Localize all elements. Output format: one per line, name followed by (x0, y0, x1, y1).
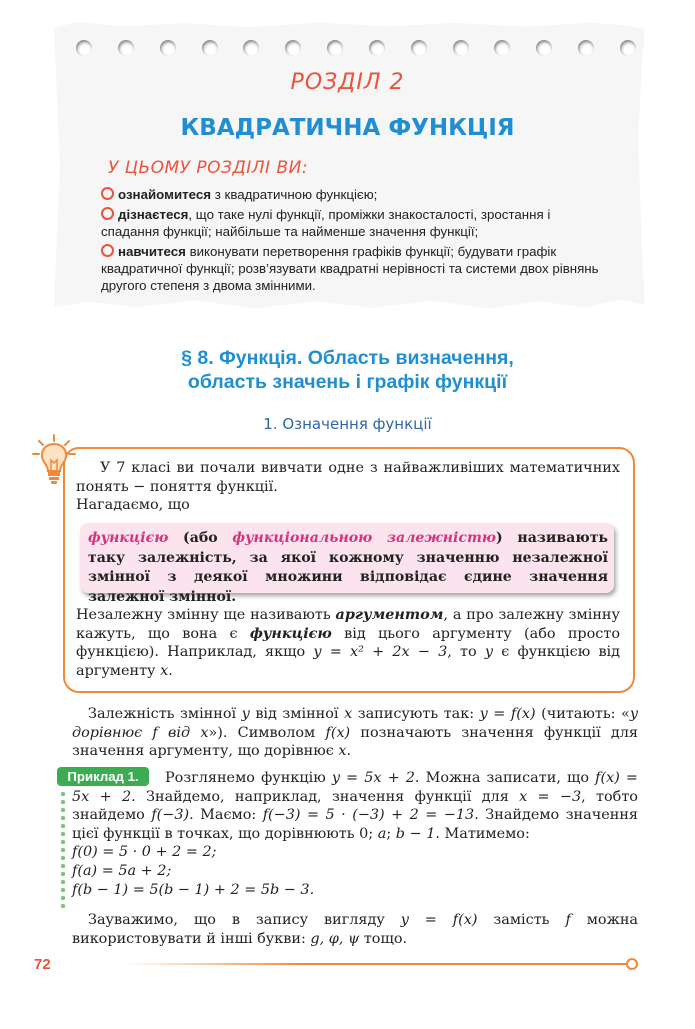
remark-paragraph (72, 911, 638, 948)
circle-bullet-icon (101, 244, 114, 257)
variable: a (377, 825, 387, 842)
formula: f(x) (325, 724, 351, 741)
text-part: від цього аргументу (або просто функцією). Наприклад, якщо (76, 625, 620, 661)
text-part: можна використовувати й інші букви: (72, 912, 638, 947)
text-part: є функцією від аргументу (76, 644, 621, 679)
variable: x (160, 662, 169, 679)
text-part: »). Символом (208, 724, 326, 741)
definition-part: ) називають таку залежність, за якої кожному значенню незалежної змінної з деякої множини відповідає єдине значення залежної змінної. (88, 530, 609, 605)
letters: g, φ, ψ (310, 930, 360, 947)
definition-term: функцією (88, 530, 169, 546)
subsection-title: 1. Означення функції (263, 415, 432, 433)
example-badge: Приклад 1. (57, 767, 149, 786)
lightbulb-icon (30, 432, 78, 488)
formula: y = 5x + 2 (331, 770, 415, 786)
formula: f(x) = 5x + 2 (72, 770, 638, 805)
formula-line (72, 881, 638, 900)
goal-text: виконувати перетворення графіків функції; будувати графік квадратичної функції; розв’язувати квадратні нерівності та системи двох рівнянь другого степеня з двома змінними. (101, 244, 599, 293)
chapter-label: РОЗДІЛ 2 (290, 70, 405, 95)
text-part: . (346, 743, 352, 760)
formula-line (72, 862, 638, 881)
formula: f(−3) = 5 · (−3) + 2 = −13 (262, 807, 475, 824)
notation-paragraph (72, 705, 638, 761)
hole (118, 40, 134, 56)
variable: y (484, 644, 493, 661)
definition-term-alt: функціональною залежністю (232, 530, 497, 546)
argument-paragraph (76, 606, 620, 680)
chapter-title: КВАДРАТИЧНА ФУНКЦІЯ (180, 115, 515, 141)
page-number: 72 (34, 956, 51, 973)
goal-item (101, 206, 601, 240)
hole (453, 40, 469, 56)
text-part: (читають: « (535, 706, 630, 722)
term-argument: аргументом (335, 606, 444, 623)
text-part: , а про залежну змінну кажуть, що вона є (76, 607, 620, 642)
text-part: ; (386, 825, 396, 842)
text-part: , то (447, 644, 485, 661)
text-part: . (168, 662, 173, 679)
definition-text (88, 529, 608, 607)
text-part: замість (477, 912, 566, 928)
circle-bullet-icon (101, 207, 114, 220)
goal-verb: дізнаєтеся (118, 207, 189, 222)
text-part: . Можна записати, що (414, 770, 596, 786)
note-holes (76, 40, 636, 56)
hole (327, 40, 343, 56)
formula: y = f(x) (479, 706, 536, 722)
variable: b − 1 (395, 825, 436, 842)
variable: f (565, 912, 571, 928)
hole (536, 40, 552, 56)
formula: f(a) = 5a + 2; (72, 862, 172, 879)
circle-bullet-icon (101, 187, 114, 200)
variable: x (344, 706, 353, 722)
reading: y дорівнює f від x (72, 706, 639, 741)
formula: y = f(x) (400, 912, 478, 928)
formula: f(0) = 5 · 0 + 2 = 2; (72, 844, 217, 861)
hole (243, 40, 259, 56)
formula: x = −3 (519, 788, 582, 805)
hole (285, 40, 301, 56)
remark-text (72, 911, 638, 948)
example-paragraph (72, 769, 638, 843)
formula-line (72, 843, 638, 862)
hole (76, 40, 92, 56)
goal-text: з квадратичною функцією; (211, 187, 378, 202)
hole (620, 40, 636, 56)
hole (494, 40, 510, 56)
intro-text (76, 459, 620, 515)
hole (578, 40, 594, 56)
hole (411, 40, 427, 56)
text-part: Незалежну змінну ще називають (76, 607, 336, 623)
text-part: . Матимемо: (435, 825, 530, 842)
paragraph-title-line: § 8. Функція. Область визначення, (181, 347, 514, 369)
text-part: від змінної (249, 706, 345, 722)
intro-line: У 7 класі ви почали вивчати одне з найважливіших математичних понять − поняття функції. (76, 460, 620, 495)
paragraph-title-line: область значень і графік функції (187, 371, 508, 393)
text-part: записують так: (352, 706, 480, 722)
goals-list (101, 186, 601, 297)
text-part: позначають значення функції для значення аргументу, що дорівнює (72, 724, 638, 760)
goal-item (101, 186, 601, 203)
text-part: . Знайдемо, наприклад, значення функції для (131, 788, 520, 805)
term-function: функцією (249, 624, 332, 642)
intro-recall: Нагадаємо, що (76, 497, 190, 514)
text-part: Зауважимо, що в запису вигляду (88, 912, 401, 928)
goal-item (101, 243, 601, 294)
hole (369, 40, 385, 56)
paragraph-title (0, 346, 695, 394)
footer-circle-icon (626, 958, 638, 970)
text-part: Залежність змінної (88, 706, 242, 722)
argument-text (76, 606, 620, 680)
goals-heading: У ЦЬОМУ РОЗДІЛІ ВИ: (108, 158, 309, 178)
text-part: , тобто знайдемо (72, 788, 638, 824)
text-part: . Маємо: (189, 807, 263, 824)
text-part: тощо. (359, 930, 408, 947)
goal-text: , що таке нулі функції, проміжки знакосталості, зростання і спадання функції; найбільше та найменше значення функції; (101, 207, 551, 239)
formula: y = x² + 2x − 3 (313, 644, 448, 661)
goal-verb: ознайомитеся (118, 187, 212, 202)
variable: x (338, 743, 347, 760)
text-part: Розглянемо функцію (165, 770, 332, 786)
goal-verb: навчитеся (118, 244, 186, 259)
formula: f(−3) (151, 807, 190, 824)
footer-rule (125, 963, 628, 965)
text-part: . Знайдемо значення цієї функції в точках, що дорівнюють 0; (72, 807, 639, 842)
example-text (72, 769, 638, 899)
hole (160, 40, 176, 56)
hole (202, 40, 218, 56)
dotted-marker (60, 790, 66, 908)
notation-text (72, 705, 638, 761)
variable: y (241, 706, 250, 722)
formula: f(b − 1) = 5(b − 1) + 2 = 5b − 3. (72, 881, 315, 898)
definition-part: (або (168, 530, 233, 546)
